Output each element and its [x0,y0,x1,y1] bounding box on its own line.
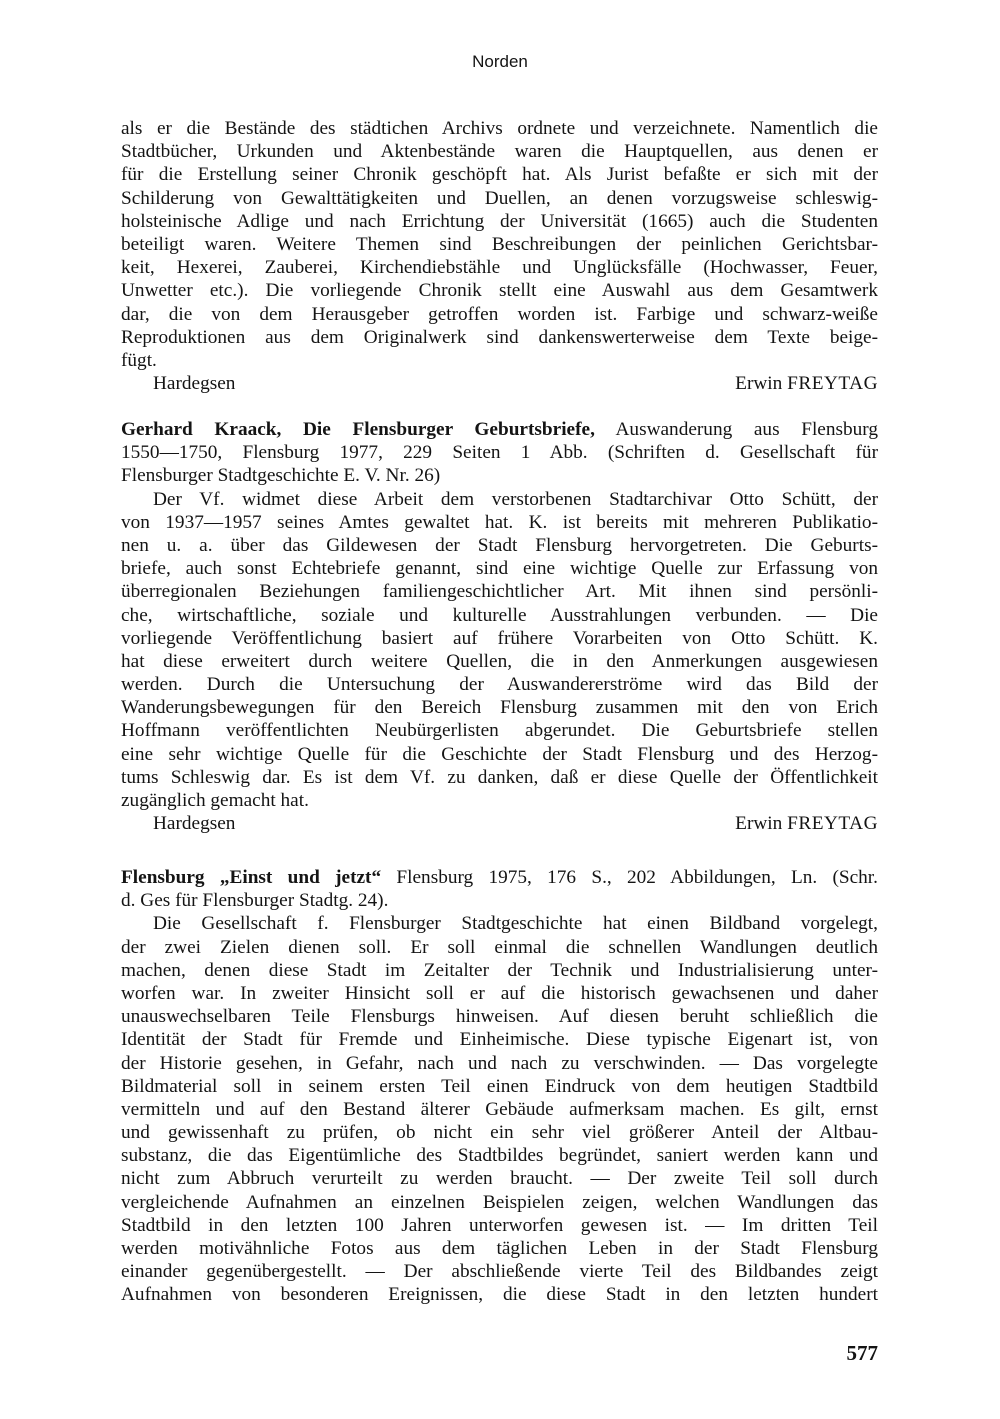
reviewer-name: Erwin FREYTAG [735,813,878,835]
text-line: vermitteln und auf den Bestand älterer Gebäude aufmerksam machen. Es gilt, ernst [121,1098,878,1120]
review-place: Hardegsen [153,813,236,835]
text-line: Aufnahmen von besonderen Ereignissen, die diese Stadt in den letzten hundert [121,1284,878,1306]
text-line: Unwetter etc.). Die vorliegende Chronik stellt eine Auswahl aus dem Gesamtwerk [121,280,878,302]
text-line: von 1937—1957 seines Amtes gewaltet hat. K. ist bereits mit mehreren Publikatio- [121,511,878,533]
review-kraack [121,418,878,835]
review-heading: Flensburg „Einst und jetzt“ Flensburg 1975, 176 S., 202 Abbildungen, Ln. (Schr. [121,867,878,888]
text-line: Wanderungsbewegungen für den Bereich Flensburg zusammen mit den von Erich [121,697,878,719]
text-line: Die Gesellschaft f. Flensburger Stadtgeschichte hat einen Bildband vorgelegt, [153,913,878,935]
text-line: fügt. [121,349,157,371]
text-line: dar, die von dem Herausgeber getroffen worden ist. Farbige und schwarz-weiße [121,303,878,325]
text-line: substanz, die das Eigentümliche des Stadtbildes begründet, saniert werden kann und [121,1145,878,1167]
review-bibliography [121,889,878,912]
text-line: Identität der Stadt für Fremde und Einheimische. Diese typische Eigenart ist, von [121,1029,878,1051]
page-number: 577 [846,1341,878,1365]
text-line: Reproduktionen aus dem Originalwerk sind dankenswerterweise dem Texte beige- [121,326,878,348]
text-line: 1550—1750, Flensburg 1977, 229 Seiten 1 Abb. (Schriften d. Gesellschaft für [121,442,878,464]
text-line: hat diese erweitert durch weitere Quellen, die in den Anmerkungen ausgewiesen [121,650,878,672]
text-line: als er die Bestände des städtichen Archivs ordnete und verzeichnete. Namentlich die [121,118,878,139]
text-line: Stadtbild in den letzten 100 Jahren unterworfen gewesen ist. — Im dritten Teil [121,1214,878,1236]
text-line: werden motivähnliche Fotos aus dem täglichen Leben in der Stadt Flensburg [121,1238,878,1259]
text-line: machen, denen diese Stadt im Zeitalter der Technik und Industrialisierung unter- [121,959,878,981]
review-heading: Gerhard Kraack, Die Flensburger Geburtsbriefe, Auswanderung aus Flensburg [121,419,878,440]
text-line: beteiligt waren. Weitere Themen sind Beschreibungen der peinlichen Gerichtsbar- [121,233,878,255]
text-line: worfen war. In zweiter Hinsicht soll er auf die historisch gewachsenen und daher [121,982,878,1004]
review-body [121,912,878,1306]
text-line: holsteinische Adlige und nach Errichtung der Universität (1665) auch die Studenten [121,210,878,232]
text-line: vorliegende Veröffentlichung basiert auf frühere Vorarbeiten von Otto Schütt. K. [121,627,878,649]
text-line: Stadtbücher, Urkunden und Aktenbestände waren die Hauptquellen, aus denen er [121,141,878,163]
review-body [121,488,878,813]
review-bibliography [121,441,878,487]
text-line: einander gegenübergestellt. — Der abschließende vierte Teil des Bildbandes zeigt [121,1261,878,1283]
text-line: und gewissenhaft zu prüfen, ob nicht ein sehr viel größerer Anteil der Altbau- [121,1122,878,1144]
review-continuation [121,117,878,395]
review-place: Hardegsen [153,373,236,395]
text-line: eine sehr wichtige Quelle für die Geschichte der Stadt Flensburg und des Herzog- [121,743,878,765]
text-line: tums Schleswig dar. Es ist dem Vf. zu danken, daß er diese Quelle der Öffentlichkeit [121,766,878,788]
text-line: Flensburger Stadtgeschichte E. V. Nr. 26) [121,465,441,487]
review-signature [121,812,878,835]
text-line: unauswechselbaren Teile Flensburgs hinweisen. Auf diesen beruht schließlich die [121,1006,878,1028]
text-line: nen u. a. über das Gildewesen der Stadt Flensburg hervorgetreten. Die Geburts- [121,534,878,556]
text-line: überregionalen Beziehungen familiengeschichtlicher Art. Mit ihnen sind persönli- [121,581,878,603]
review-signature [121,372,878,395]
text-line: Schilderung von Gewalttätigkeiten und Duellen, an denen vorzugsweise schleswig- [121,187,878,209]
text-line: d. Ges für Flensburger Stadtg. 24). [121,890,389,912]
text-line: für die Erstellung seiner Chronik geschöpft hat. Als Jurist befaßte er sich mit der [121,164,878,186]
text-line: zugänglich gemacht hat. [121,790,309,811]
text-line: che, wirtschaftliche, soziale und kulturelle Ausstrahlungen verbunden. — Die [121,604,878,626]
review-einst-und-jetzt [121,866,878,1307]
review-title: Gerhard Kraack, Die Flensburger Geburtsbriefe, [121,419,595,440]
text-line: keit, Hexerei, Zauberei, Kirchendiebstähle und Unglücksfälle (Hochwasser, Feuer, [121,257,878,279]
text-line: der zwei Zielen dienen soll. Er soll einmal die schnellen Wandlungen deutlich [121,936,878,958]
reviewer-name: Erwin FREYTAG [735,373,878,395]
running-head: Norden [472,52,528,71]
review-title: Flensburg „Einst und jetzt“ [121,867,382,888]
text-line: Bildmaterial soll in seinem ersten Teil einen Eindruck von dem heutigen Stadtbild [121,1075,878,1097]
text-line: werden. Durch die Untersuchung der Auswandererströme wird das Bild der [121,674,878,696]
text-line: briefe, auch sonst Echtebriefe genannt, sind eine wichtige Quelle zur Erfassung von [121,558,878,580]
review-body [121,117,878,372]
text-line: der Historie gesehen, in Gefahr, nach und nach zu verschwinden. — Das vorgelegte [121,1052,878,1074]
text-line: Hoffmann veröffentlichten Neubürgerlisten abgerundet. Die Geburtsbriefe stellen [121,720,878,742]
text-line: Der Vf. widmet diese Arbeit dem verstorbenen Stadtarchivar Otto Schütt, der [153,488,878,510]
text-line: nicht zum Abbruch verurteilt zu werden braucht. — Der zweite Teil soll durch [121,1168,878,1190]
text-line: vergleichende Aufnahmen an einzelnen Beispielen zeigen, welchen Wandlungen das [121,1191,878,1213]
